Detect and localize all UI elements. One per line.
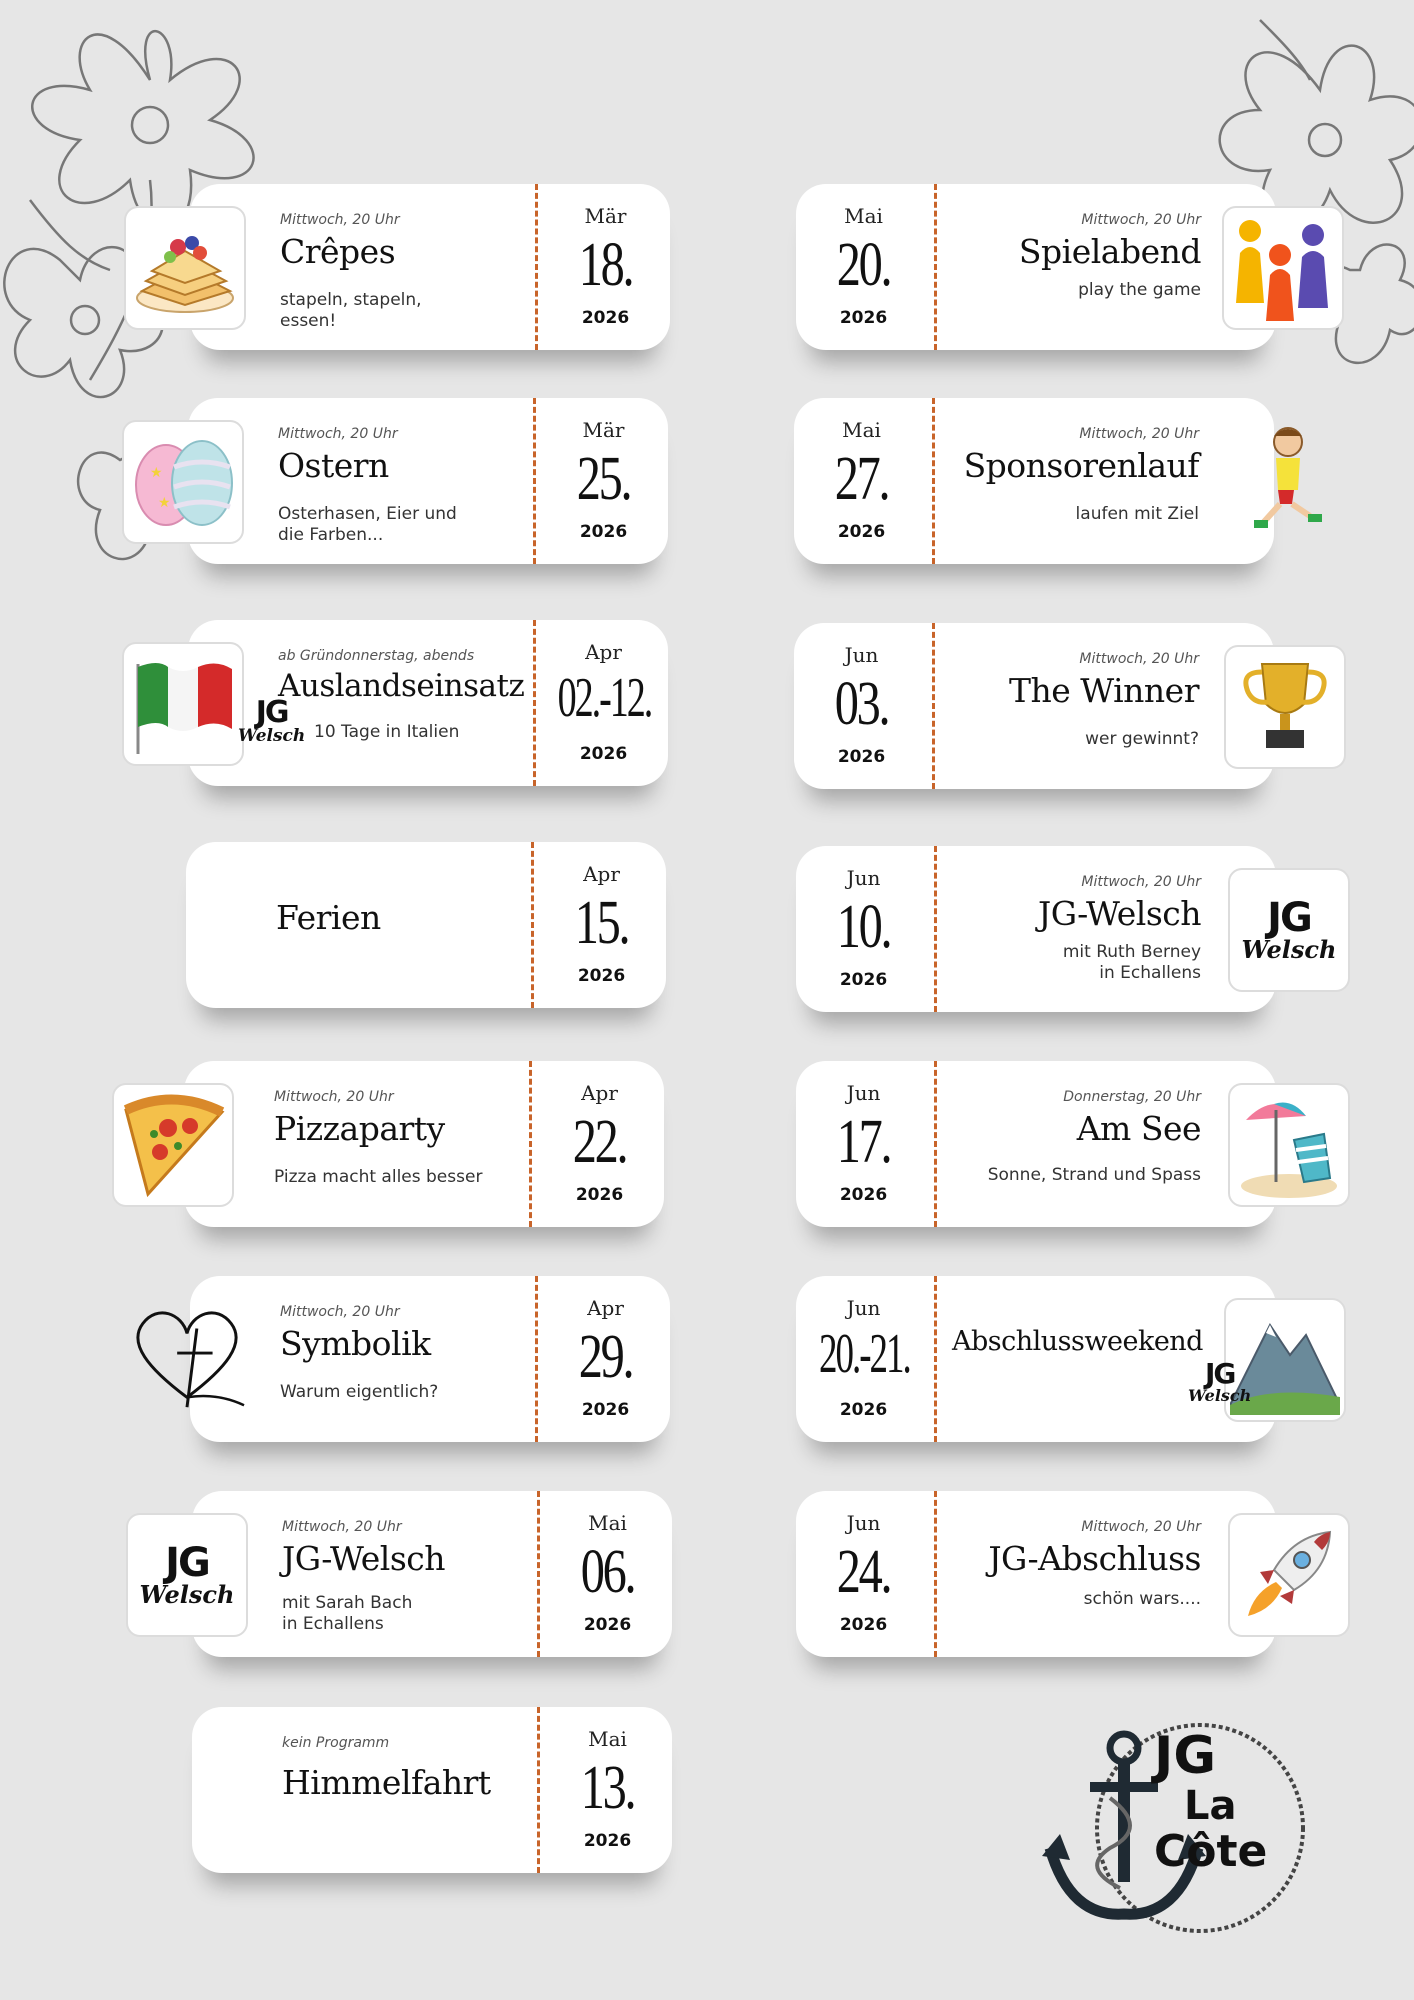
- event-time: Mittwoch, 20 Uhr: [274, 1089, 394, 1105]
- event-year: 2026: [579, 744, 628, 764]
- event-year: 2026: [575, 1185, 624, 1205]
- event-year: 2026: [581, 1400, 630, 1420]
- event-date: [796, 1276, 931, 1442]
- event-info: [946, 1061, 1201, 1227]
- rocket-icon: [1228, 1513, 1350, 1637]
- event-month: Jun: [846, 1511, 881, 1535]
- event-day: 02.-12.: [557, 667, 652, 729]
- event-title: JG-Welsch: [282, 1539, 446, 1578]
- event-info: [946, 184, 1201, 350]
- dashed-separator: [934, 1061, 937, 1227]
- event-day: 15.: [574, 889, 629, 957]
- event-info: [946, 846, 1201, 1012]
- event-card-the-winner: [794, 623, 1274, 789]
- event-title: Ostern: [278, 446, 389, 485]
- event-card-crepes: [190, 184, 670, 350]
- event-year: 2026: [577, 966, 626, 986]
- event-time: Mittwoch, 20 Uhr: [278, 426, 398, 442]
- event-title: Himmelfahrt: [282, 1763, 491, 1802]
- event-info: [276, 842, 526, 1008]
- event-month: Jun: [844, 643, 879, 667]
- event-day: 13.: [580, 1754, 635, 1822]
- event-day: 06.: [580, 1538, 635, 1606]
- event-card-auslandseinsatz: [188, 620, 668, 786]
- event-date: [796, 1491, 931, 1657]
- event-title: JG-Abschluss: [988, 1539, 1201, 1578]
- event-card-am-see: [796, 1061, 1276, 1227]
- dashed-separator: [932, 398, 935, 564]
- event-date: [534, 842, 669, 1008]
- event-title: Crêpes: [280, 232, 396, 271]
- event-description: mit Sarah Bach in Echallens: [282, 1593, 413, 1634]
- event-card-jg-welsch-sarah: [139, 1491, 672, 1657]
- event-year: 2026: [839, 970, 888, 990]
- event-date: [794, 398, 929, 564]
- event-time: Mittwoch, 20 Uhr: [282, 1519, 402, 1535]
- event-card-jg-abschluss: [796, 1491, 1276, 1657]
- easter-eggs-icon: [122, 420, 244, 544]
- event-info: [278, 620, 528, 786]
- event-month: Mai: [842, 418, 881, 442]
- event-day: 17.: [836, 1108, 891, 1176]
- dashed-separator: [934, 1491, 937, 1657]
- event-info: [944, 398, 1199, 564]
- event-month: Apr: [585, 640, 622, 664]
- event-month: Jun: [846, 1296, 881, 1320]
- logo-text: JG La Côte: [1154, 1726, 1268, 1877]
- jg-welsch-logo: JG Welsch: [1228, 868, 1350, 992]
- event-day: 03.: [834, 670, 889, 738]
- event-title: Spielabend: [1018, 232, 1201, 271]
- event-description: wer gewinnt?: [1085, 729, 1199, 749]
- event-info: [952, 1276, 1202, 1442]
- event-card-sponsorenlauf: [794, 398, 1274, 564]
- dashed-separator: [934, 184, 937, 350]
- event-year: 2026: [583, 1615, 632, 1635]
- event-info: [280, 184, 530, 350]
- dashed-separator: [934, 1276, 937, 1442]
- pizza-icon: [112, 1083, 234, 1207]
- event-month: Apr: [583, 862, 620, 886]
- event-info: [278, 398, 528, 564]
- event-info: [280, 1276, 530, 1442]
- italy-flag-icon: [122, 642, 244, 766]
- event-card-abschlussweekend: [796, 1276, 1276, 1442]
- event-time: ab Gründonnerstag, abends: [278, 648, 475, 664]
- event-description: Sonne, Strand und Spass: [987, 1165, 1201, 1185]
- event-day: 10.: [836, 893, 891, 961]
- event-description: 10 Tage in Italien: [314, 722, 460, 742]
- event-info: [282, 1707, 532, 1873]
- event-title: Symbolik: [280, 1324, 431, 1363]
- event-day: 18.: [578, 231, 633, 299]
- event-description: schön wars....: [1083, 1589, 1201, 1609]
- event-day: 20.: [836, 231, 891, 299]
- event-time: Mittwoch, 20 Uhr: [1079, 426, 1199, 442]
- trophy-icon: [1224, 645, 1346, 769]
- event-year: 2026: [581, 308, 630, 328]
- game-pieces-icon: [1222, 206, 1344, 330]
- event-date: [796, 1061, 931, 1227]
- event-date: [796, 184, 931, 350]
- event-description: Pizza macht alles besser: [274, 1167, 483, 1187]
- event-info: [944, 623, 1199, 789]
- event-month: Mai: [588, 1727, 627, 1751]
- event-day: 24.: [836, 1538, 891, 1606]
- event-year: 2026: [839, 1615, 888, 1635]
- event-time: Mittwoch, 20 Uhr: [280, 212, 400, 228]
- event-card-symbolik: [190, 1276, 670, 1442]
- event-card-jg-welsch-ruth: [796, 846, 1337, 1012]
- beach-chair-icon: [1228, 1083, 1350, 1207]
- event-title: Am See: [1076, 1109, 1201, 1148]
- event-description: Osterhasen, Eier und die Farben...: [278, 504, 457, 545]
- crepes-icon: [124, 206, 246, 330]
- event-description: stapeln, stapeln, essen!: [280, 290, 422, 331]
- event-time: Mittwoch, 20 Uhr: [1081, 212, 1201, 228]
- event-year: 2026: [837, 522, 886, 542]
- event-year: 2026: [839, 308, 888, 328]
- event-time: Mittwoch, 20 Uhr: [280, 1304, 400, 1320]
- event-date: [538, 184, 673, 350]
- event-time: kein Programm: [282, 1735, 390, 1751]
- svg-text:★: ★: [150, 464, 163, 480]
- event-month: Jun: [846, 866, 881, 890]
- event-title: Abschlussweekend: [952, 1326, 1203, 1357]
- event-title: Auslandseinsatz: [278, 668, 525, 704]
- event-month: Mär: [582, 418, 625, 442]
- event-day: 20.-21.: [818, 1323, 910, 1385]
- heart-cross-icon: [128, 1298, 246, 1418]
- event-description: mit Ruth Berney in Echallens: [1062, 942, 1201, 983]
- event-day: 22.: [572, 1108, 627, 1176]
- event-date: [796, 846, 931, 1012]
- event-date: [536, 398, 671, 564]
- event-day: 29.: [578, 1323, 633, 1391]
- event-description: Warum eigentlich?: [280, 1382, 439, 1402]
- event-card-spielabend: [796, 184, 1276, 350]
- event-date: [532, 1061, 667, 1227]
- event-month: Apr: [581, 1081, 618, 1105]
- event-date: [540, 1707, 675, 1873]
- event-day: 25.: [576, 445, 631, 513]
- event-month: Mai: [844, 204, 883, 228]
- event-year: 2026: [583, 1831, 632, 1851]
- event-time: Mittwoch, 20 Uhr: [1081, 1519, 1201, 1535]
- event-date: [538, 1276, 673, 1442]
- jg-welsch-logo: JG Welsch: [126, 1513, 248, 1637]
- svg-text:★: ★: [158, 494, 171, 510]
- event-title: JG-Welsch: [1037, 894, 1201, 933]
- jg-welsch-logo: JG Welsch: [238, 695, 306, 746]
- event-title: The Winner: [1009, 671, 1199, 710]
- event-year: 2026: [579, 522, 628, 542]
- anchor-logo: [1030, 1718, 1330, 1938]
- event-description: laufen mit Ziel: [1075, 504, 1199, 524]
- event-year: 2026: [839, 1185, 888, 1205]
- event-day: 27.: [834, 445, 889, 513]
- event-time: Donnerstag, 20 Uhr: [1063, 1089, 1201, 1105]
- jg-welsch-logo: JG Welsch: [1188, 1357, 1252, 1405]
- dashed-separator: [932, 623, 935, 789]
- event-card-ostern: [150, 398, 668, 564]
- running-boy-icon: [1224, 420, 1342, 540]
- event-time: Mittwoch, 20 Uhr: [1079, 651, 1199, 667]
- event-time: Mittwoch, 20 Uhr: [1081, 874, 1201, 890]
- event-card-ferien: [186, 842, 666, 1008]
- event-month: Mär: [584, 204, 627, 228]
- event-info: [274, 1061, 524, 1227]
- event-year: 2026: [837, 747, 886, 767]
- event-card-pizzaparty: [184, 1061, 664, 1227]
- event-month: Apr: [587, 1296, 624, 1320]
- event-title: Ferien: [276, 898, 381, 937]
- event-info: [946, 1491, 1201, 1657]
- event-year: 2026: [839, 1400, 888, 1420]
- event-date: [536, 620, 671, 786]
- event-date: [794, 623, 929, 789]
- event-info: [282, 1491, 532, 1657]
- event-date: [540, 1491, 675, 1657]
- event-card-himmelfahrt: [192, 1707, 672, 1873]
- event-month: Jun: [846, 1081, 881, 1105]
- dashed-separator: [934, 846, 937, 1012]
- event-month: Mai: [588, 1511, 627, 1535]
- event-description: play the game: [1078, 280, 1201, 300]
- event-title: Pizzaparty: [274, 1109, 445, 1148]
- event-title: Sponsorenlauf: [963, 446, 1199, 485]
